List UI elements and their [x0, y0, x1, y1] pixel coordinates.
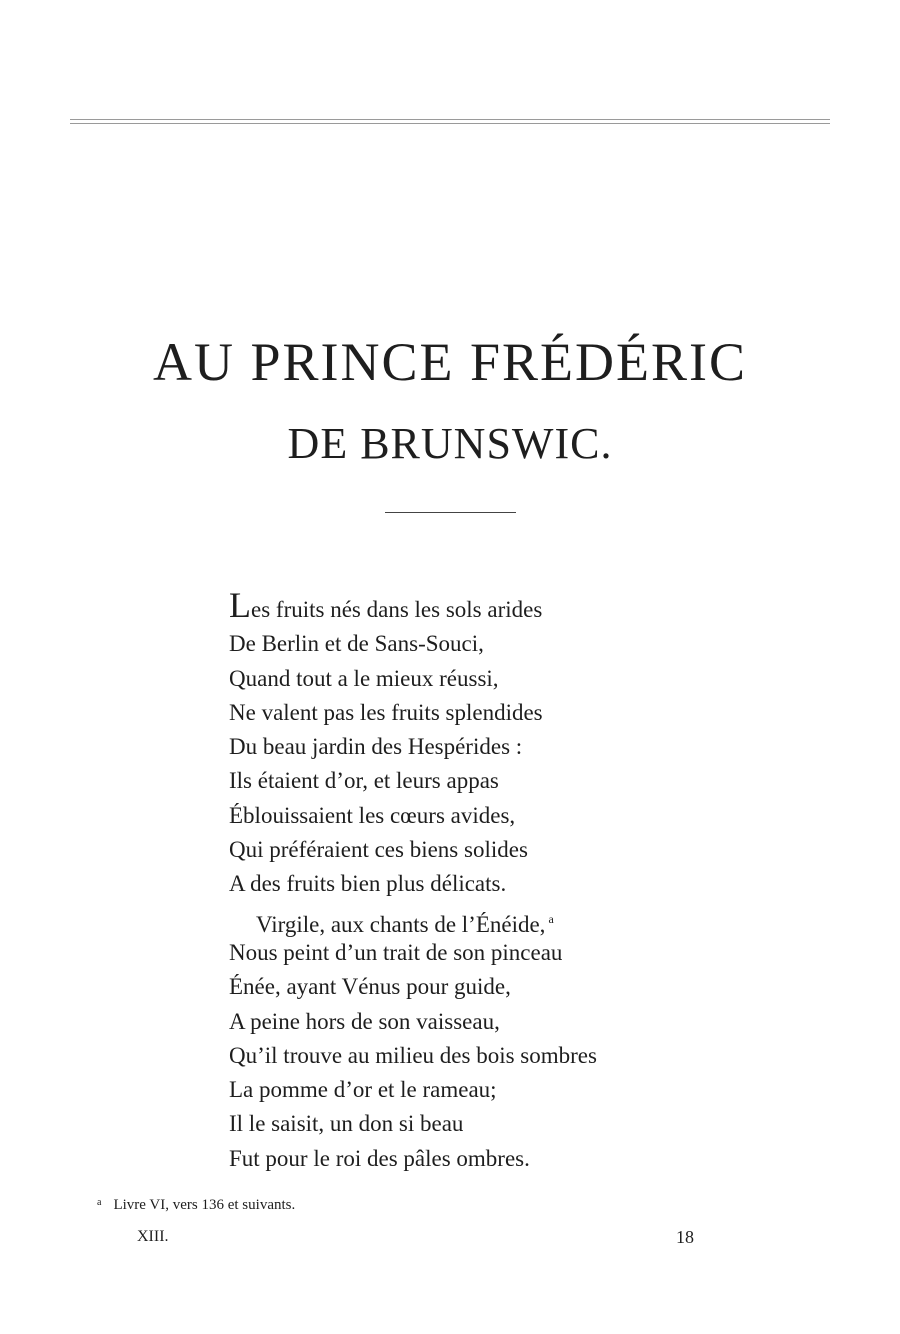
poem-line: Ils étaient d’or, et leurs appas: [229, 768, 499, 794]
poem-line: A des fruits bien plus délicats.: [229, 871, 507, 897]
signature-mark: XIII.: [137, 1228, 169, 1245]
poem-line: A peine hors de son vaisseau,: [229, 1008, 500, 1034]
poem-line-text: es fruits nés dans les sols arides: [251, 597, 543, 622]
poem-line: Nous peint d’un trait de son pinceau: [229, 939, 563, 965]
poem-line: Quand tout a le mieux réussi,: [229, 665, 499, 691]
title-divider: [385, 512, 516, 513]
poem-line-text: Virgile, aux chants de l’Énéide,: [256, 911, 546, 937]
drop-cap: L: [229, 585, 251, 625]
poem-line: Qu’il trouve au milieu des bois sombres: [229, 1042, 597, 1068]
title-line-2: DE BRUNSWIC.: [287, 419, 613, 468]
poem-line: Il le saisit, un don si beau: [229, 1111, 464, 1137]
poem-line: La pomme d’or et le rameau;: [229, 1077, 497, 1103]
poem: [229, 585, 789, 1176]
poem-line: Du beau jardin des Hespérides :: [229, 734, 523, 760]
title-line-1: AU PRINCE FRÉDÉRIC: [152, 332, 748, 392]
poem-line: [229, 902, 789, 936]
poem-line: Fut pour le roi des pâles ombres.: [229, 1145, 530, 1171]
poem-line: De Berlin et de Sans-Souci,: [229, 631, 484, 657]
poem-line: Énée, ayant Vénus pour guide,: [229, 974, 511, 1000]
top-rule: [70, 119, 830, 124]
poem-line: [229, 585, 789, 627]
page-number: 18: [676, 1227, 694, 1247]
poem-line: Ne valent pas les fruits splendides: [229, 699, 543, 725]
footnote-reference: a: [548, 911, 554, 926]
footnote: [97, 1193, 295, 1215]
footnote-text: Livre VI, vers 136 et suivants.: [113, 1197, 296, 1213]
poem-line: Qui préféraient ces biens solides: [229, 837, 528, 863]
poem-line: Éblouissaient les cœurs avides,: [229, 802, 516, 828]
footnote-mark: a: [97, 1197, 102, 1208]
